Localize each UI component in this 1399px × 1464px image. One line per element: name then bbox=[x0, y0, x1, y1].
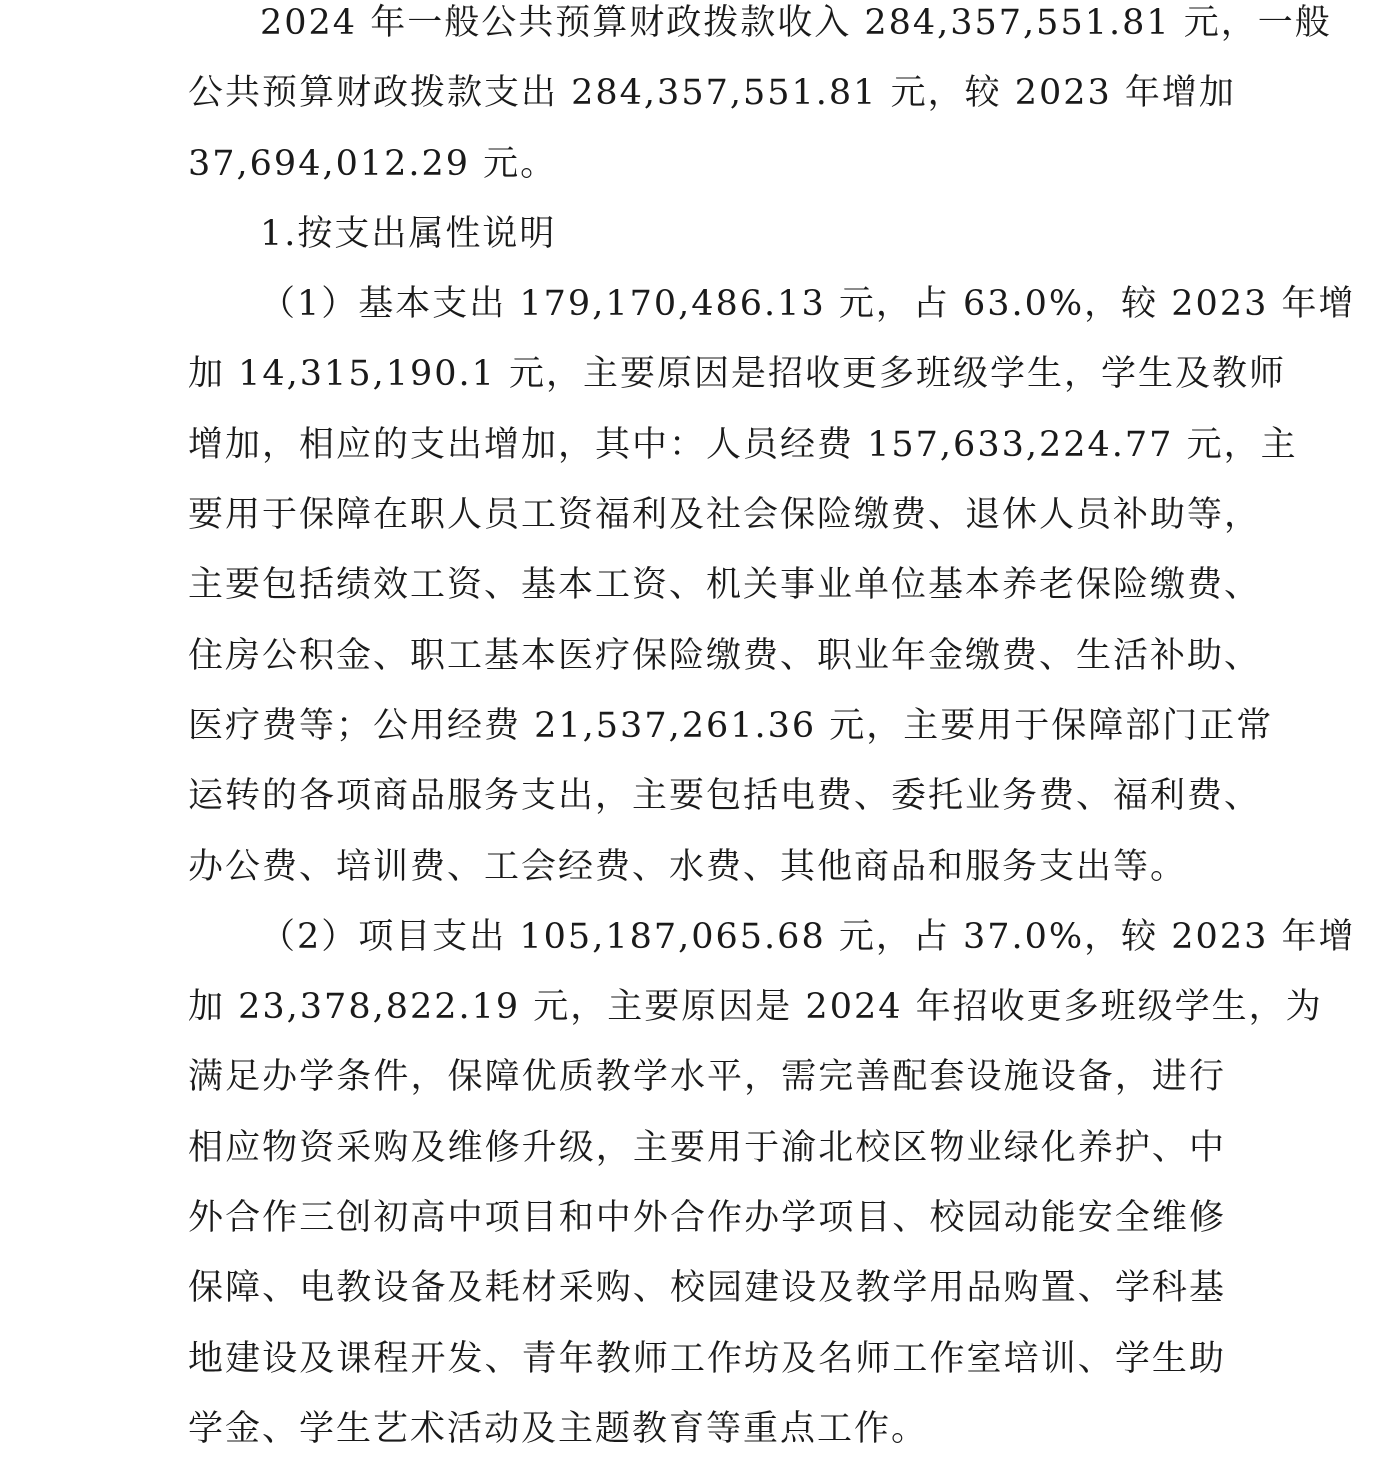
text-line: 公共预算财政拨款支出 284,357,551.81 元，较 2023 年增加 bbox=[188, 73, 1236, 114]
text-line: 外合作三创初高中项目和中外合作办学项目、校园动能安全维修 bbox=[188, 1198, 1226, 1239]
text-line: 加 23,378,822.19 元，主要原因是 2024 年招收更多班级学生，为 bbox=[188, 987, 1323, 1028]
text-line: 要用于保障在职人员工资福利及社会保险缴费、退休人员补助等， bbox=[188, 495, 1262, 536]
text-line: 37,694,012.29 元。 bbox=[188, 143, 558, 184]
text-line: 办公费、培训费、工会经费、水费、其他商品和服务支出等。 bbox=[188, 846, 1188, 887]
text-line: 住房公积金、职工基本医疗保险缴费、职业年金缴费、生活补助、 bbox=[188, 635, 1262, 676]
text-line: 运转的各项商品服务支出，主要包括电费、委托业务费、福利费、 bbox=[188, 776, 1262, 817]
text-line: 保障、电教设备及耗材采购、校园建设及教学用品购置、学科基 bbox=[188, 1268, 1226, 1309]
text-line: 加 14,315,190.1 元，主要原因是招收更多班级学生，学生及教师 bbox=[188, 354, 1287, 395]
document-body bbox=[188, 0, 1356, 1464]
text-line: 学金、学生艺术活动及主题教育等重点工作。 bbox=[188, 1408, 929, 1449]
text-line: 满足办学条件，保障优质教学水平，需完善配套设施设备，进行 bbox=[188, 1057, 1226, 1098]
text-line: （2）项目支出 105,187,065.68 元，占 37.0%，较 2023 年增 bbox=[260, 916, 1356, 957]
text-line: 相应物资采购及维修升级，主要用于渝北校区物业绿化养护、中 bbox=[188, 1127, 1226, 1168]
section-heading: 1.按支出属性说明 bbox=[260, 213, 557, 254]
text-line: 2024 年一般公共预算财政拨款收入 284,357,551.81 元，一般 bbox=[260, 3, 1332, 43]
text-line: 增加，相应的支出增加，其中：人员经费 157,633,224.77 元，主 bbox=[188, 424, 1298, 465]
text-line: 主要包括绩效工资、基本工资、机关事业单位基本养老保险缴费、 bbox=[188, 565, 1262, 606]
text-line: 医疗费等；公用经费 21,537,261.36 元，主要用于保障部门正常 bbox=[188, 705, 1274, 746]
text-line: （1）基本支出 179,170,486.13 元，占 63.0%，较 2023 年增 bbox=[260, 284, 1356, 325]
text-line: 地建设及课程开发、青年教师工作坊及名师工作室培训、学生助 bbox=[188, 1338, 1226, 1379]
